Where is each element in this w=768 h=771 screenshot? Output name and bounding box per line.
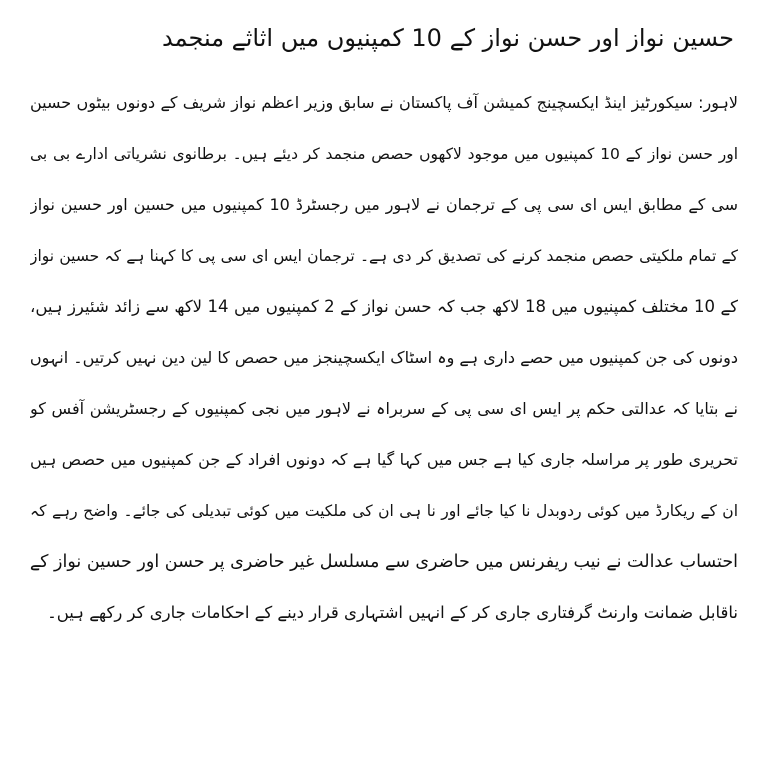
- article-body: [30, 80, 738, 641]
- article-line: ان کے ریکارڈ میں کوئی ردوبدل نا کیا جائے اور نا ہی ان کی ملکیت میں کوئی تبدیلی کی جائے۔ واضح رہے کہ: [30, 502, 738, 520]
- article-line: اور حسن نواز کے 10 کمپنیوں میں موجود لاکھوں حصص منجمد کر دیئے ہیں۔ برطانوی نشریاتی ادارے بی بی: [30, 145, 738, 163]
- article-line: نے بتایا کہ عدالتی حکم پر ایس ای سی پی کے سربراہ نے لاہور میں نجی کمپنیوں کے رجسٹریشن آفس کو: [30, 399, 738, 418]
- article-line: سی کے مطابق ایس ای سی پی کے ترجمان نے لاہور میں رجسٹرڈ 10 کمپنیوں میں حسین اور حسین نواز: [30, 195, 738, 214]
- article-line: کے 10 مختلف کمپنیوں میں 18 لاکھ جب کہ حسن نواز کے 2 کمپنیوں میں 14 لاکھ سے زائد شئیرز ہیں،: [30, 297, 738, 316]
- article-line: ناقابل ضمانت وارنٹ گرفتاری جاری کر کے انہیں اشتہاری قرار دینے کے احکامات جاری کر رکھے ہیں۔: [47, 603, 738, 622]
- article-line: دونوں کی جن کمپنیوں میں حصے داری ہے وہ اسٹاک ایکسچینجز میں حصص کا لین دین نہیں کرتیں۔ انہوں: [30, 348, 738, 367]
- article-line: تحریری طور پر مراسلہ جاری کیا ہے جس میں کہا گیا ہے کہ دونوں افراد کے جن کمپنیوں میں حصص ہیں: [30, 450, 738, 469]
- article-line: لاہور: سیکورٹیز اینڈ ایکسچینج کمیشن آف پاکستان نے سابق وزیر اعظم نواز شریف کے دونوں بیٹوں حسین: [30, 93, 738, 112]
- article-line: کے تمام ملکیتی حصص منجمد کرنے کی تصدیق کر دی ہے۔ ترجمان ایس ای سی پی کا کہنا ہے کہ حسین نواز: [30, 247, 738, 265]
- article-headline: حسین نواز اور حسن نواز کے 10 کمپنیوں میں اثاثے منجمد: [161, 24, 734, 52]
- article-line: احتساب عدالت نے نیب ریفرنس میں حاضری سے مسلسل غیر حاضری پر حسن اور حسین نواز کے: [30, 552, 738, 572]
